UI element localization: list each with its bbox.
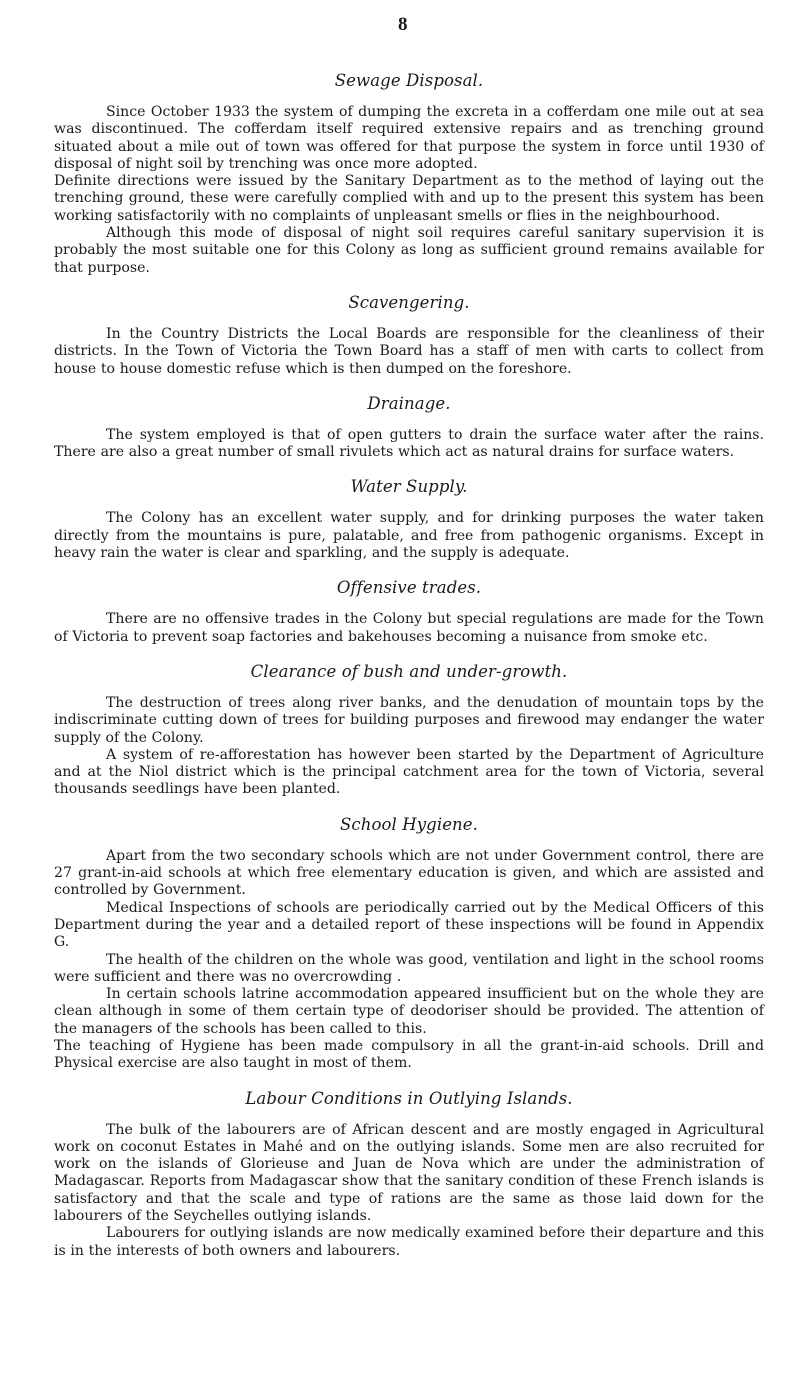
paragraph: Medical Inspections of schools are periodically carried out by the Medical Officers of this Department during the year and a detailed report of these inspections will be found in Appendix G. (54, 899, 764, 951)
paragraph: Although this mode of disposal of night soil requires careful sanitary supervision it is probably the most suitable one for this Colony as long as sufficient ground remains available for that purpose. (54, 225, 764, 276)
section-heading: Clearance of bush and under-growth. (250, 661, 568, 681)
section-heading: Sewage Disposal. (334, 71, 484, 90)
section-heading: Labour Conditions in Outlying Islands. (245, 1088, 573, 1108)
paragraph: A system of re-afforestation has however been started by the Department of Agriculture and at the Niol district which is the principal catchment area for the town of Victoria, several thousands seedlings have been planted. (54, 746, 764, 798)
section-drainage (54, 393, 764, 462)
page-number: 8 (398, 14, 408, 35)
document-body (54, 70, 764, 1275)
paragraph: Since October 1933 the system of dumping the excreta in a cofferdam one mile out at sea was discontinued. The cofferdam itself required extensive repairs and as trenching ground situated about a mile out of town was offered for that purpose the system in force until 1930 of disposal of night soil by trenching was once more adopted. (54, 104, 764, 172)
section-heading: Drainage. (367, 393, 451, 413)
paragraph: The health of the children on the whole was good, ventilation and light in the school rooms were sufficient and there was no overcrowding . (54, 951, 764, 985)
paragraph: Apart from the two secondary schools which are not under Government control, there are 27 grant-in-aid schools at which free elementary education is given, and which are assisted and controlled by Government. (54, 847, 764, 899)
paragraph: Labourers for outlying islands are now medically examined before their departure and this is in the interests of both owners and labourers. (54, 1225, 764, 1259)
paragraph: In the Country Districts the Local Boards are responsible for the cleanliness of their districts. In the Town of Victoria the Town Board has a staff of men with carts to collect from house to house domestic refuse which is then dumped on the foreshore. (54, 325, 764, 377)
section-water-supply (54, 476, 764, 562)
section-heading: Offensive trades. (336, 578, 482, 598)
section-clearance-of-bush (54, 661, 764, 799)
section-offensive-trades (54, 577, 764, 646)
paragraph: In certain schools latrine accommodation appeared insufficient but on the whole they are clean although in some of them certain type of deodoriser should be provided. The attention of the managers of the schools has been called to this. (54, 986, 764, 1037)
section-school-hygiene (54, 814, 764, 1073)
section-heading: School Hygiene. (339, 814, 478, 834)
section-heading: Scavengering. (348, 292, 470, 312)
section-scavengering (54, 292, 764, 378)
paragraph: The system employed is that of open gutters to drain the surface water after the rains. There are also a great number of small rivulets which act as natural drains for surface waters. (54, 426, 764, 461)
section-sewage-disposal (54, 70, 764, 277)
paragraph: There are no offensive trades in the Colony but special regulations are made for the Town of Victoria to prevent soap factories and bakehouses becoming a nuisance from smoke etc. (54, 611, 764, 645)
paragraph: The bulk of the labourers are of African descent and are mostly engaged in Agricultural work on coconut Estates in Mahé and on the outlying islands. Some men are also recruited for work on the islands of Glorieuse and Juan de Nova which are under the administration of Madagascar. Reports from Madagascar show that the sanitary condition of these French islands is satisfactory and that the scale and type of rations are the same as those laid down for the labourers of the Seychelles outlying islands. (54, 1121, 764, 1225)
paragraph: The Colony has an excellent water supply, and for drinking purposes the water taken directly from the mountains is pure, palatable, and free from pathogenic organisms. Except in heavy rain the water is clear and sparkling, and the supply is adequate. (54, 510, 764, 562)
paragraph: Definite directions were issued by the Sanitary Department as to the method of laying out the trenching ground, these were carefully complied with and up to the present this system has been working satisfactorily with no complaints of unpleasant smells or flies in the neighbourhood. (54, 173, 764, 224)
section-labour-conditions (54, 1088, 764, 1260)
paragraph: The destruction of trees along river banks, and the denudation of mountain tops by the indiscriminate cutting down of trees for building purposes and firewood may endanger the water supply of the Colony. (54, 694, 764, 746)
section-heading: Water Supply. (350, 477, 468, 497)
paragraph: The teaching of Hygiene has been made compulsory in all the grant-in-aid schools. Drill and Physical exercise are also taught in most of them. (54, 1037, 764, 1072)
